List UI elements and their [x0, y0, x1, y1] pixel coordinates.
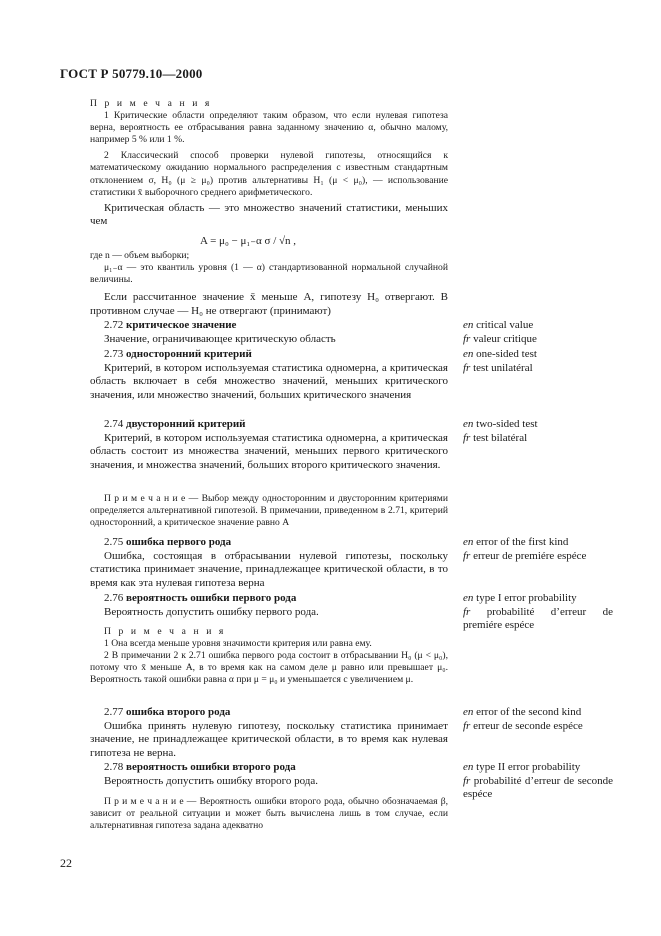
english-term: error of the second kind: [476, 706, 582, 718]
term-definition: Критерий, в котором используемая статистика одномерна, а критическая область включает в себя множество значений, меньших критического значения, или множество значений, больших критического значения: [90, 361, 448, 402]
translation-2-76: en type I error probability fr probabilité d’erreur de premiére espéce: [463, 592, 614, 632]
note-2-74: П р и м е ч а н и е — Выбор между односторонним и двусторонним критериями определяется альтернативной гипотезой. В примечании, приведенном в 2.71, критерий односторонний, а критическое значение равно A: [90, 493, 448, 529]
notes-block-where: [90, 250, 448, 319]
translation-2-72: en critical value fr valeur critique: [463, 319, 537, 345]
term-definition: Значение, ограничивающее критическую область: [104, 332, 336, 345]
term-number: 2.77: [104, 706, 124, 718]
french-term: valeur critique: [473, 332, 537, 345]
term-definition: Вероятность допустить ошибку второго рода.: [104, 774, 319, 787]
conclusion-text: Если рассчитанное значение x̄ меньше A, гипотезу H₀ отвергают. В противном случае — H₀ не отвергают (принимают): [90, 291, 448, 317]
english-term: error of the first kind: [476, 536, 569, 548]
translation-2-77: en error of the second kind fr erreur de seconde espéce: [463, 706, 583, 732]
term-title: вероятность ошибки первого рода: [126, 592, 297, 604]
english-term: type II error probability: [476, 761, 581, 773]
term-entry-2-74: [90, 418, 448, 473]
term-number: 2.73: [104, 348, 124, 360]
english-term: two-sided test: [476, 418, 538, 430]
note-1: 1 Она всегда меньше уровня значимости критерия или равна ему.: [104, 638, 372, 650]
term-definition: Вероятность допустить ошибку первого рода.: [104, 605, 319, 618]
french-term: test bilatéral: [473, 431, 528, 444]
french-term: probabilité d’erreur de premiére espéce: [463, 605, 614, 632]
term-title: вероятность ошибки второго рода: [126, 761, 296, 773]
term-entry-2-72: [90, 319, 448, 346]
notes-label: П р и м е ч а н и я: [104, 626, 226, 637]
term-title: ошибка первого рода: [126, 536, 232, 548]
note-2: 2 В примечании 2 к 2.71 ошибка первого рода состоит в отбрасывании H₀ (μ < μ₀), потому что x̄ меньше A, в то время как на самом деле μ равно или превышает μ₀. Вероятность такой ошибки равна α при μ = μ₀ и уменьшается с увеличением μ.: [90, 650, 448, 686]
term-number: 2.75: [104, 536, 124, 548]
notes-block-2-76: [90, 626, 448, 686]
translation-2-75: en error of the first kind fr erreur de premiére espéce: [463, 536, 587, 562]
term-title: критическое значение: [126, 319, 237, 331]
term-number: 2.78: [104, 761, 124, 773]
term-number: 2.76: [104, 592, 124, 604]
document-header: ГОСТ Р 50779.10—2000: [60, 66, 203, 81]
term-title: односторонний критерий: [126, 348, 252, 360]
term-entry-2-76: [90, 592, 448, 619]
term-title: двусторонний критерий: [126, 418, 246, 430]
term-definition: Критерий, в котором используемая статистика одномерна, а критическая область состоит из множества значений, меньших первого критического значения, и множества значений, больших второго критического значения.: [90, 431, 448, 472]
english-term: type I error probability: [476, 592, 577, 604]
french-term: erreur de premiére espéce: [473, 549, 587, 562]
translation-2-74: en two-sided test fr test bilatéral: [463, 418, 538, 444]
term-entry-2-77: [90, 706, 448, 761]
french-term: test unilatéral: [473, 361, 533, 374]
note-1: 1 Критические области определяют таким образом, что если нулевая гипотеза верна, вероятность ее отбрасывания равна заданному значению α, обычно малому, например 5 % или 1 %.: [90, 110, 448, 146]
english-term: critical value: [476, 319, 534, 331]
note-2-78: П р и м е ч а н и е — Вероятность ошибки второго рода, обычно обозначаемая β, зависит от реальной ситуации и может быть вычислена лишь в том случае, если альтернативная гипотеза задана адекватно: [90, 796, 448, 832]
where-n: где n — объем выборки;: [90, 250, 190, 261]
note-2: 2 Классический способ проверки нулевой гипотезы, относящийся к математическому ожиданию нормального распределения с известным стандартным отклонением σ, H₀ (μ ≥ μ₀) против альтернативы H₁ (μ < μ₀), — использование статистики x̄ выборочного среднего арифметического.: [90, 150, 448, 198]
formula: A = μ₀ − μ₁₋α σ / √n ,: [200, 235, 297, 247]
page-number: 22: [60, 856, 72, 870]
term-entry-2-73: [90, 348, 448, 403]
translation-2-73: en one-sided test fr test unilatéral: [463, 348, 537, 374]
where-mu: μ₁₋α — это квантиль уровня (1 — α) стандартизованной нормальной случайной величины.: [90, 262, 448, 286]
term-number: 2.72: [104, 319, 124, 331]
term-entry-2-75: [90, 536, 448, 591]
critical-region-definition: Критическая область — это множество значений статистики, меньших чем: [90, 201, 448, 228]
notes-label: П р и м е ч а н и я: [90, 98, 212, 109]
french-term: erreur de seconde espéce: [473, 719, 583, 732]
notes-block-top: [90, 98, 448, 229]
term-number: 2.74: [104, 418, 124, 430]
english-term: one-sided test: [476, 348, 537, 360]
term-title: ошибка второго рода: [126, 706, 231, 718]
term-definition: Ошибка, состоящая в отбрасывании нулевой гипотезы, поскольку статистика принимает значение, принадлежащее критической области, в то время как эта нулевая гипотеза верна: [90, 549, 448, 590]
term-entry-2-78: [90, 761, 448, 788]
french-term: probabilité d’erreur de seconde espéce: [463, 774, 614, 801]
term-definition: Ошибка принять нулевую гипотезу, поскольку статистика принимает значение, не принадлежащее критической области, в то время как нулевая гипотеза не верна.: [90, 719, 448, 760]
translation-2-78: en type II error probability fr probabilité d’erreur de seconde espéce: [463, 761, 614, 801]
